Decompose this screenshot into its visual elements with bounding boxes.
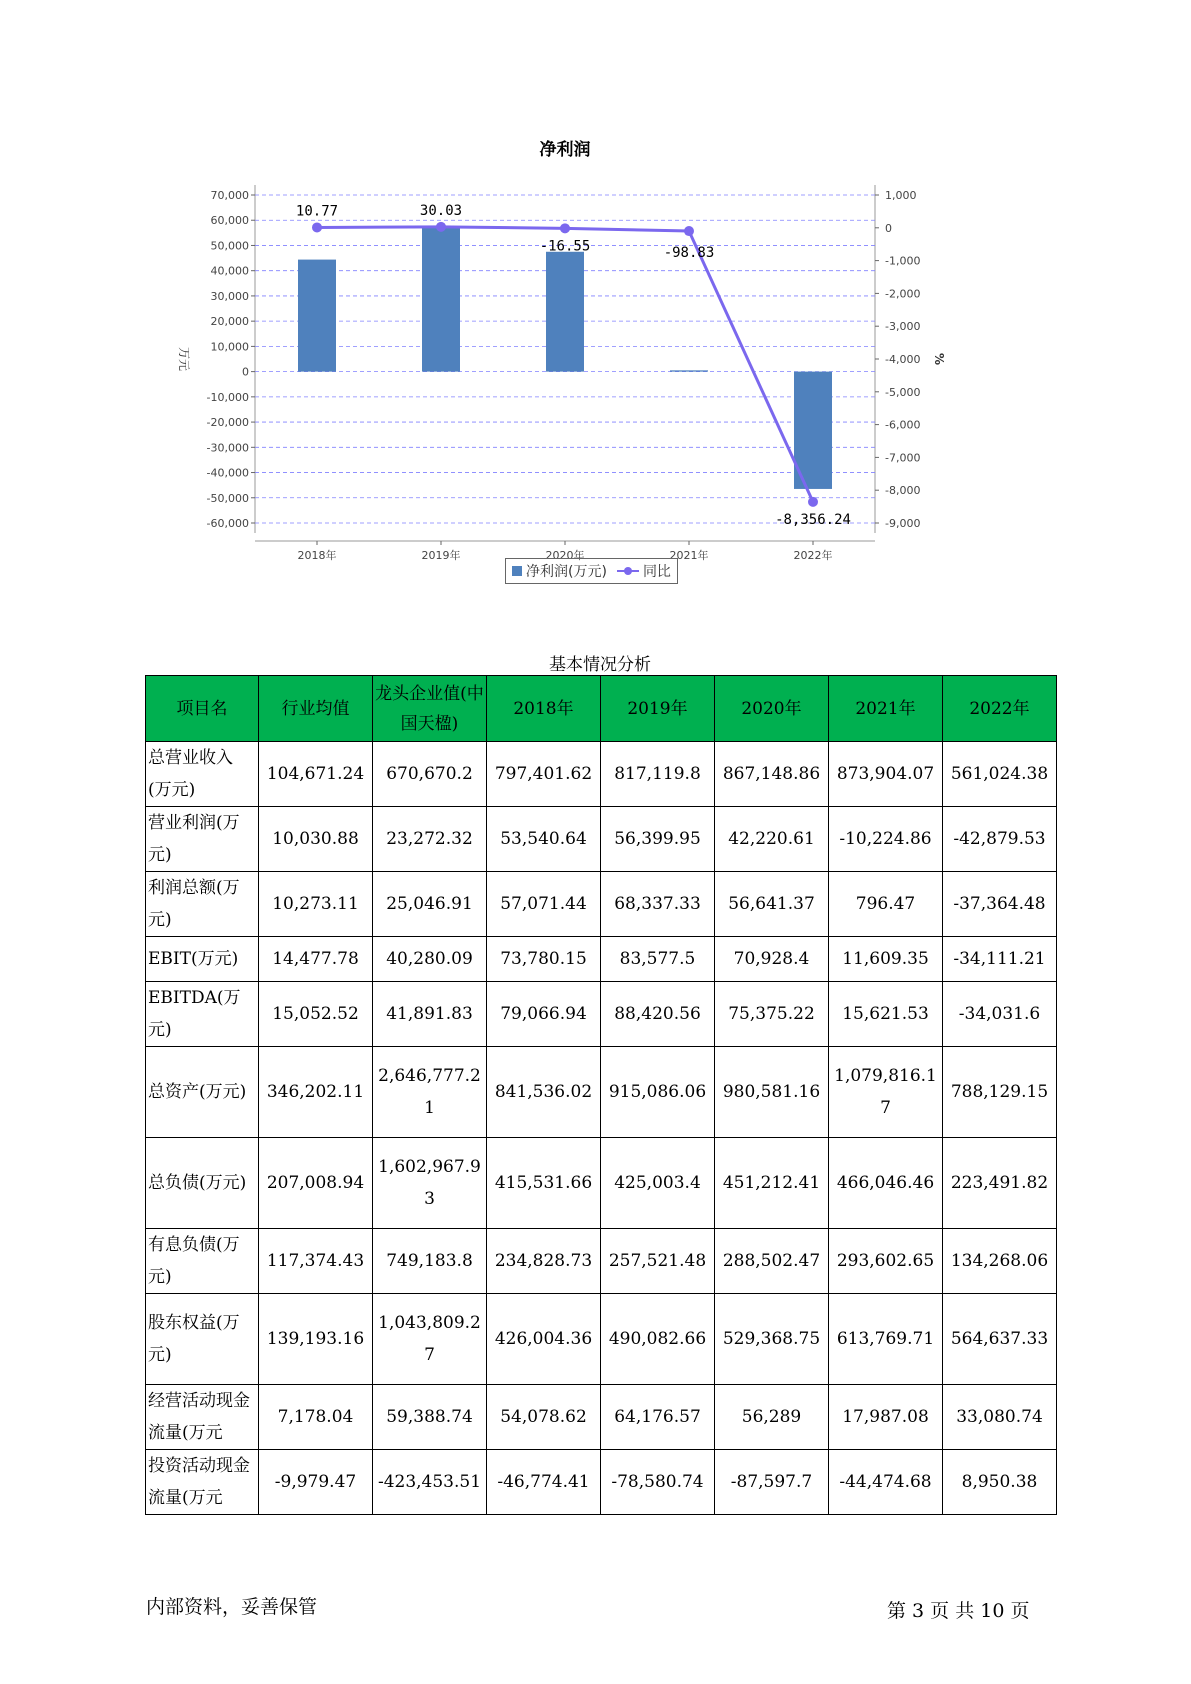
x-tick-label: 2022年: [793, 549, 833, 562]
table-cell: 980,581.16: [715, 1047, 829, 1138]
right-tick-label: -8,000: [885, 484, 921, 498]
table-row: [146, 807, 1057, 872]
right-tick-label: -7,000: [885, 451, 921, 465]
table-cell: 613,769.71: [829, 1294, 943, 1385]
left-tick-label: -60,000: [206, 517, 249, 530]
table-row: [146, 872, 1057, 937]
row-label-cell: EBIT(万元): [146, 937, 259, 982]
table-row: [146, 742, 1057, 807]
x-tick-label: 2020年: [545, 549, 585, 562]
table-cell: 15,052.52: [259, 982, 373, 1047]
table-cell: 415,531.66: [487, 1138, 601, 1229]
point-yoy: [312, 222, 322, 232]
right-tick-label: 1,000: [885, 189, 917, 202]
right-axis-title: %: [932, 352, 946, 366]
left-tick-label: -30,000: [206, 441, 249, 455]
basic-analysis-table: [145, 675, 1057, 1515]
left-tick-label: 10,000: [210, 340, 249, 354]
right-tick-label: -5,000: [885, 385, 921, 399]
table-cell: 915,086.06: [601, 1047, 715, 1138]
table-row: [146, 1138, 1057, 1229]
table-cell: 670,670.2: [373, 742, 487, 807]
table-row: [146, 1450, 1057, 1515]
table-cell: 68,337.33: [601, 872, 715, 937]
table-cell: 234,828.73: [487, 1229, 601, 1294]
table-header-cell: 行业均值: [259, 676, 373, 742]
table-cell: 41,891.83: [373, 982, 487, 1047]
table-cell: 23,272.32: [373, 807, 487, 872]
chart-legend: [505, 558, 678, 584]
right-tick-label: -3,000: [885, 320, 921, 334]
table-cell: -9,979.47: [259, 1450, 373, 1515]
table-cell: -42,879.53: [943, 807, 1057, 872]
table-cell: 867,148.86: [715, 742, 829, 807]
table-cell: 53,540.64: [487, 807, 601, 872]
table-cell: 56,399.95: [601, 807, 715, 872]
table-row: [146, 1294, 1057, 1385]
left-axis-title: 万元: [177, 346, 191, 372]
table-header-cell: 2022年: [943, 676, 1057, 742]
table-row: [146, 937, 1057, 982]
table-cell: -423,453.51: [373, 1450, 487, 1515]
chart-canvas: [170, 135, 960, 595]
right-tick-label: 0: [885, 221, 892, 235]
table-cell: 873,904.07: [829, 742, 943, 807]
x-tick-label: 2021年: [669, 549, 709, 562]
left-tick-label: -10,000: [206, 390, 249, 404]
bar-net-profit: [546, 252, 584, 372]
table-cell: 426,004.36: [487, 1294, 601, 1385]
table-cell: 797,401.62: [487, 742, 601, 807]
row-label-cell: 营业利润(万元): [146, 807, 259, 872]
row-label-cell: 有息负债(万元): [146, 1229, 259, 1294]
table-cell: 42,220.61: [715, 807, 829, 872]
table-cell: 346,202.11: [259, 1047, 373, 1138]
row-label-cell: 股东权益(万元): [146, 1294, 259, 1385]
table-cell: 841,536.02: [487, 1047, 601, 1138]
table-cell: 33,080.74: [943, 1385, 1057, 1450]
table-header-cell: 2019年: [601, 676, 715, 742]
table-cell: -34,111.21: [943, 937, 1057, 982]
table-cell: 56,641.37: [715, 872, 829, 937]
data-label-yoy: 10.77: [295, 203, 339, 220]
footer-confidential-note: 内部资料，妥善保管: [146, 1596, 318, 1618]
row-label-cell: 投资活动现金流量(万元: [146, 1450, 259, 1515]
table-row: [146, 1385, 1057, 1450]
point-yoy: [560, 223, 570, 233]
table-cell: 64,176.57: [601, 1385, 715, 1450]
bar-net-profit: [670, 370, 708, 371]
bar-net-profit: [422, 228, 460, 372]
table-cell: 1,602,967.93: [373, 1138, 487, 1229]
table-cell: 207,008.94: [259, 1138, 373, 1229]
table-cell: 25,046.91: [373, 872, 487, 937]
table-cell: 7,178.04: [259, 1385, 373, 1450]
row-label-cell: 利润总额(万元): [146, 872, 259, 937]
legend-line-label: 同比: [642, 564, 671, 580]
bar-net-profit: [298, 260, 336, 372]
table-row: [146, 1229, 1057, 1294]
table-cell: 293,602.65: [829, 1229, 943, 1294]
right-tick-label: -2,000: [885, 287, 921, 301]
table-cell: 79,066.94: [487, 982, 601, 1047]
left-tick-label: 70,000: [210, 189, 249, 202]
table-header-cell: 龙头企业值(中国天楹): [373, 676, 487, 742]
table-cell: 70,928.4: [715, 937, 829, 982]
table-cell: 56,289: [715, 1385, 829, 1450]
table-cell: 817,119.8: [601, 742, 715, 807]
left-tick-label: 30,000: [210, 289, 249, 303]
footer-page-number: 第 3 页 共 10 页: [887, 1600, 1030, 1622]
table-cell: -46,774.41: [487, 1450, 601, 1515]
table-cell: 425,003.4: [601, 1138, 715, 1229]
right-tick-label: -4,000: [885, 353, 921, 366]
table-cell: -34,031.6: [943, 982, 1057, 1047]
left-tick-label: -20,000: [206, 416, 249, 430]
table-cell: 8,950.38: [943, 1450, 1057, 1515]
point-yoy: [684, 226, 694, 236]
legend-bar-item: [512, 561, 607, 581]
table-cell: 796.47: [829, 872, 943, 937]
table-header-cell: 2020年: [715, 676, 829, 742]
table-cell: 10,030.88: [259, 807, 373, 872]
point-yoy: [436, 222, 446, 232]
table-cell: 83,577.5: [601, 937, 715, 982]
table-row: [146, 982, 1057, 1047]
table-cell: 1,079,816.17: [829, 1047, 943, 1138]
table-cell: -44,474.68: [829, 1450, 943, 1515]
table-header-cell: 项目名: [146, 676, 259, 742]
table-cell: -37,364.48: [943, 872, 1057, 937]
table-row: [146, 1047, 1057, 1138]
table-cell: 134,268.06: [943, 1229, 1057, 1294]
x-tick-label: 2019年: [421, 549, 461, 562]
row-label-cell: EBITDA(万元): [146, 982, 259, 1047]
data-label-yoy: -8,356.24: [775, 511, 851, 528]
table-cell: 466,046.46: [829, 1138, 943, 1229]
table-cell: -87,597.7: [715, 1450, 829, 1515]
table-cell: -10,224.86: [829, 807, 943, 872]
table-cell: 451,212.41: [715, 1138, 829, 1229]
table-cell: 75,375.22: [715, 982, 829, 1047]
table-cell: 2,646,777.21: [373, 1047, 487, 1138]
table-cell: 40,280.09: [373, 937, 487, 982]
left-tick-label: 40,000: [210, 264, 249, 278]
table-header-cell: 2018年: [487, 676, 601, 742]
row-label-cell: 总负债(万元): [146, 1138, 259, 1229]
table-cell: 88,420.56: [601, 982, 715, 1047]
left-tick-label: 60,000: [210, 214, 249, 228]
table-header-cell: 2021年: [829, 676, 943, 742]
legend-line-swatch: [617, 566, 639, 576]
row-label-cell: 总资产(万元): [146, 1047, 259, 1138]
table-cell: 788,129.15: [943, 1047, 1057, 1138]
point-yoy: [808, 497, 818, 507]
right-tick-label: -9,000: [885, 517, 921, 530]
right-tick-label: -6,000: [885, 418, 921, 432]
table-cell: 54,078.62: [487, 1385, 601, 1450]
x-tick-label: 2018年: [297, 549, 337, 562]
table-cell: 10,273.11: [259, 872, 373, 937]
right-tick-label: -1,000: [885, 254, 921, 268]
chart-title: 净利润: [539, 140, 591, 160]
table-cell: 561,024.38: [943, 742, 1057, 807]
table-cell: 14,477.78: [259, 937, 373, 982]
data-label-yoy: -98.83: [663, 245, 715, 262]
table-cell: 749,183.8: [373, 1229, 487, 1294]
table-header-row: [146, 676, 1057, 742]
table-cell: 59,388.74: [373, 1385, 487, 1450]
table-cell: 117,374.43: [259, 1229, 373, 1294]
legend-line-item: [617, 561, 671, 581]
table-cell: 1,043,809.27: [373, 1294, 487, 1385]
left-tick-label: 0: [242, 365, 249, 379]
table-cell: 104,671.24: [259, 742, 373, 807]
table-cell: 564,637.33: [943, 1294, 1057, 1385]
data-label-yoy: 30.03: [419, 202, 463, 219]
table-cell: 17,987.08: [829, 1385, 943, 1450]
row-label-cell: 总营业收入(万元): [146, 742, 259, 807]
table-cell: 490,082.66: [601, 1294, 715, 1385]
table-cell: 139,193.16: [259, 1294, 373, 1385]
left-tick-label: -50,000: [206, 491, 249, 505]
left-tick-label: 20,000: [210, 315, 249, 329]
legend-bar-label: 净利润(万元): [526, 564, 607, 580]
left-tick-label: 50,000: [210, 239, 249, 253]
net-profit-chart: [170, 135, 960, 595]
table-cell: 257,521.48: [601, 1229, 715, 1294]
table-cell: 73,780.15: [487, 937, 601, 982]
table-cell: 11,609.35: [829, 937, 943, 982]
legend-bar-swatch: [512, 566, 522, 576]
table-cell: 529,368.75: [715, 1294, 829, 1385]
table-cell: 57,071.44: [487, 872, 601, 937]
table-caption: 基本情况分析: [549, 655, 651, 675]
table-cell: 288,502.47: [715, 1229, 829, 1294]
left-tick-label: -40,000: [206, 466, 249, 480]
table-cell: 15,621.53: [829, 982, 943, 1047]
data-label-yoy: -16.55: [539, 238, 591, 255]
table-cell: -78,580.74: [601, 1450, 715, 1515]
table-cell: 223,491.82: [943, 1138, 1057, 1229]
row-label-cell: 经营活动现金流量(万元: [146, 1385, 259, 1450]
